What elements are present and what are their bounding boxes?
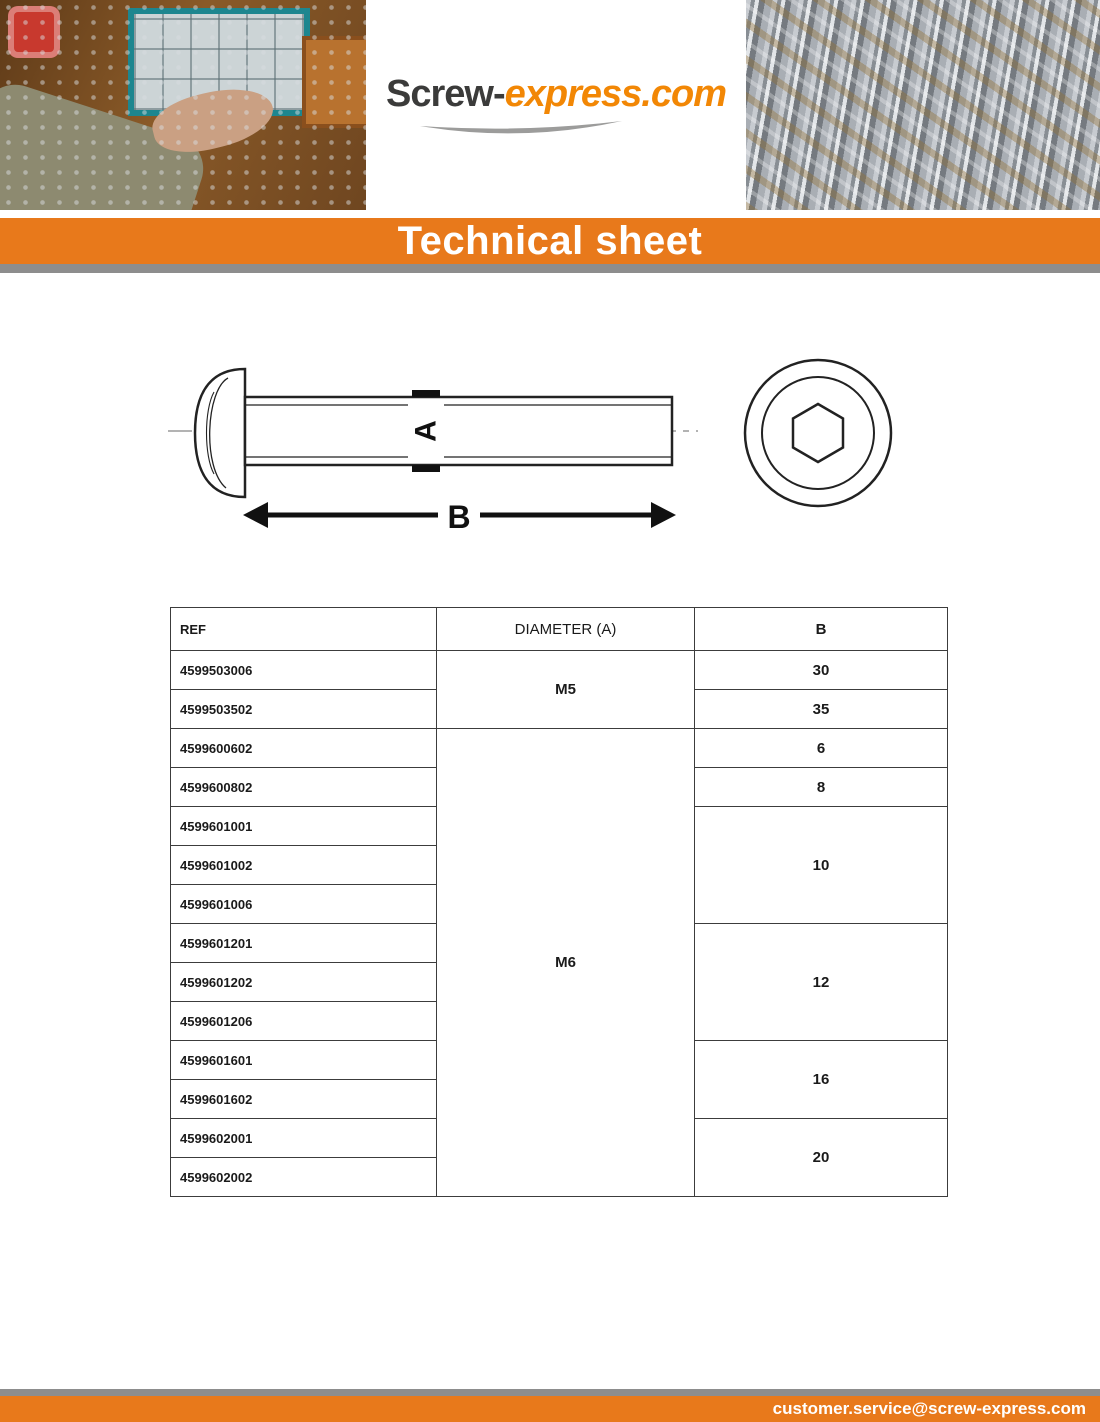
workspace-photo <box>0 0 366 210</box>
spec-table <box>170 607 948 1197</box>
title-banner <box>0 218 1100 264</box>
logo-text <box>386 73 726 116</box>
dimension-a-tick-top <box>412 390 440 397</box>
column-header: B <box>695 608 948 651</box>
b-cell: 6 <box>695 729 948 768</box>
b-cell: 20 <box>695 1119 948 1197</box>
table-row <box>171 651 948 690</box>
logo-swoosh <box>416 119 626 139</box>
b-cell: 12 <box>695 924 948 1041</box>
ref-cell: 4599600802 <box>171 768 437 807</box>
divider-strip <box>0 264 1100 273</box>
b-cell: 30 <box>695 651 948 690</box>
dimension-a-label: A <box>409 420 443 442</box>
diameter-cell: M5 <box>437 651 695 729</box>
head-front-view-outer-circle <box>745 360 891 506</box>
ref-cell: 4599601202 <box>171 963 437 1002</box>
page-title: Technical sheet <box>397 218 703 263</box>
column-header: DIAMETER (A) <box>437 608 695 651</box>
screws-pile-photo <box>746 0 1100 210</box>
screw-head-side-view <box>195 369 245 497</box>
ref-cell: 4599601001 <box>171 807 437 846</box>
ref-cell: 4599602002 <box>171 1158 437 1197</box>
footer-bar <box>0 1396 1100 1422</box>
dimension-a-tick-bottom <box>412 465 440 472</box>
footer-divider-strip <box>0 1389 1100 1396</box>
ref-cell: 4599601601 <box>171 1041 437 1080</box>
ref-cell: 4599600602 <box>171 729 437 768</box>
diameter-cell: M6 <box>437 729 695 1197</box>
logo <box>366 0 746 212</box>
scattered-screws <box>0 0 366 210</box>
arrowhead-right <box>651 502 676 528</box>
table-row <box>171 729 948 768</box>
ref-cell: 4599601201 <box>171 924 437 963</box>
b-cell: 16 <box>695 1041 948 1119</box>
ref-cell: 4599503502 <box>171 690 437 729</box>
contact-email: customer.service@screw-express.com <box>772 1399 1086 1418</box>
arrowhead-left <box>243 502 268 528</box>
logo-prefix: Screw- <box>386 73 505 115</box>
b-cell: 35 <box>695 690 948 729</box>
ref-cell: 4599602001 <box>171 1119 437 1158</box>
screw-shaft <box>245 397 672 465</box>
b-cell: 8 <box>695 768 948 807</box>
spec-table-head-row <box>171 608 948 651</box>
ref-cell: 4599601002 <box>171 846 437 885</box>
spec-table-wrap <box>170 607 948 1197</box>
screw-technical-drawing <box>150 352 930 557</box>
ref-cell: 4599601006 <box>171 885 437 924</box>
column-header: REF <box>171 608 437 651</box>
logo-suffix: express.com <box>504 73 726 115</box>
ref-cell: 4599503006 <box>171 651 437 690</box>
spec-table-body <box>171 651 948 1197</box>
ref-cell: 4599601602 <box>171 1080 437 1119</box>
ref-cell: 4599601206 <box>171 1002 437 1041</box>
b-cell: 10 <box>695 807 948 924</box>
dimension-b-label: B <box>447 499 471 535</box>
